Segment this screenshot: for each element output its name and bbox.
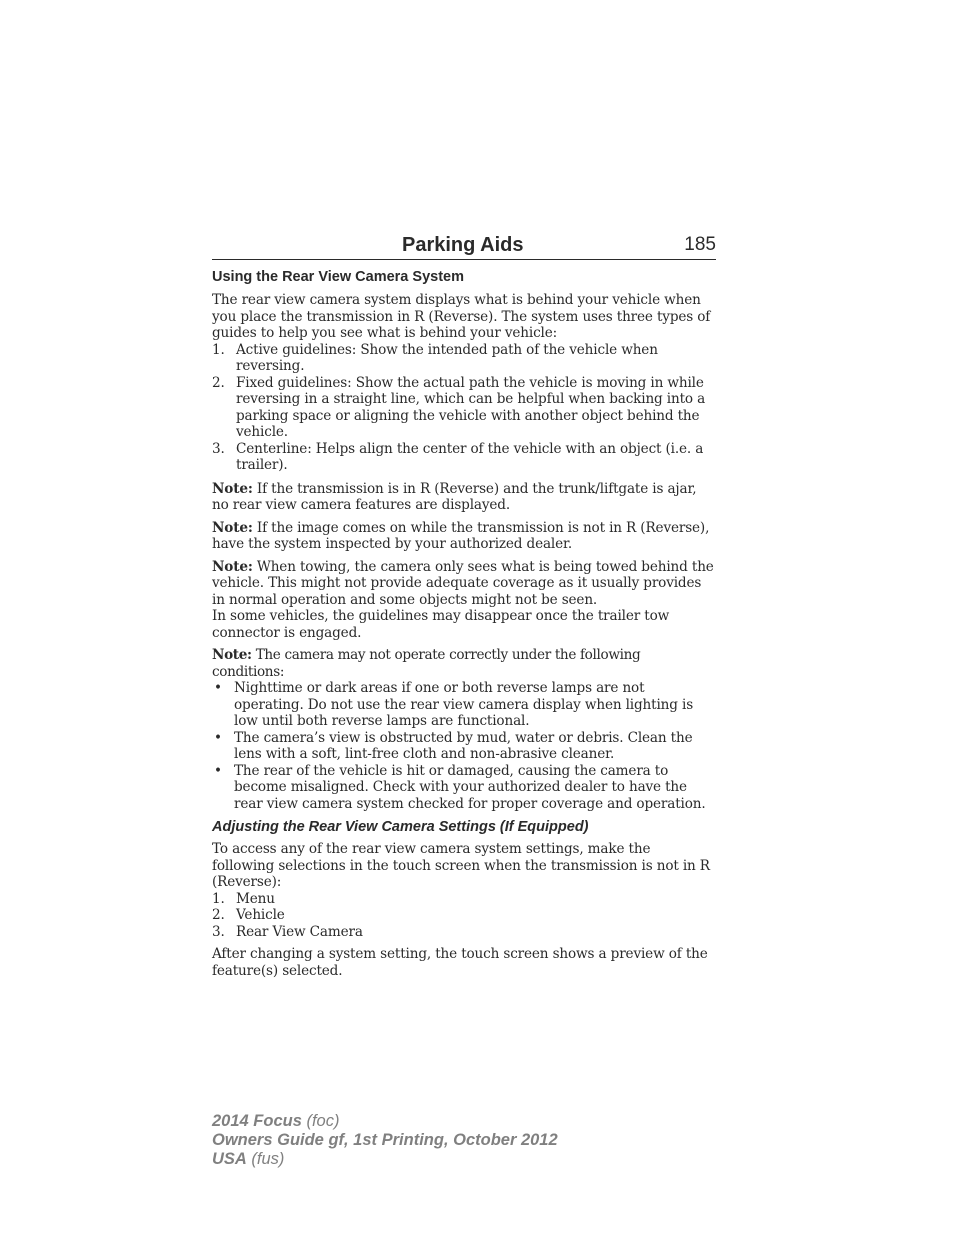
footer-line-guide: Owners Guide gf, 1st Printing, October 2012 bbox=[212, 1131, 558, 1149]
note-paragraph: Note: When towing, the camera only sees what is being towed behind the vehicle. This might not provide adequate coverage as it usually provides in normal operation and some objects might not be seen. bbox=[212, 558, 714, 608]
footer-line-model: 2014 Focus (foc) bbox=[212, 1112, 340, 1130]
guides-list bbox=[212, 342, 716, 474]
settings-intro-paragraph: To access any of the rear view camera system settings, make the following selections in the touch screen when the transmission is not in R (Reverse): bbox=[212, 841, 710, 890]
list-item: 3. Rear View Camera bbox=[212, 923, 363, 940]
settings-outro-paragraph: After changing a system setting, the touch screen shows a preview of the feature(s) selected. bbox=[212, 946, 708, 979]
section-heading-rear-view-camera: Using the Rear View Camera System bbox=[212, 269, 464, 285]
list-item: 1. Active guidelines: Show the intended path of the vehicle when reversing. bbox=[212, 341, 658, 374]
list-item: 1. Menu bbox=[212, 890, 275, 907]
conditions-list bbox=[212, 680, 716, 812]
list-item: 2. Vehicle bbox=[212, 907, 285, 923]
list-item: • Nighttime or dark areas if one or both reverse lamps are not operating. Do not use the rear view camera display when lighting is low until both reverse lamps are functional. bbox=[214, 680, 694, 729]
page-footer bbox=[212, 1112, 558, 1169]
note-paragraph: Note: If the transmission is in R (Reverse) and the trunk/liftgate is ajar, no rear view camera features are displayed. bbox=[212, 480, 697, 513]
section-heading-camera-settings: Adjusting the Rear View Camera Settings (If Equipped) bbox=[212, 819, 589, 835]
list-item: 2. Fixed guidelines: Show the actual path the vehicle is moving in while reversing in a straight line, which can be helpful when backing into a parking space or aligning the vehicle with another object behind the vehicle. bbox=[212, 374, 706, 440]
list-item: 3. Centerline: Helps align the center of the vehicle with an object (i.e. a trailer). bbox=[212, 440, 704, 473]
note-paragraph: Note: The camera may not operate correctly under the following conditions: bbox=[212, 647, 641, 680]
footer-line-region: USA (fus) bbox=[212, 1150, 285, 1168]
menu-steps-list bbox=[212, 891, 716, 941]
section-title: Parking Aids bbox=[402, 234, 524, 256]
page-number: 185 bbox=[684, 234, 716, 255]
list-item: • The camera’s view is obstructed by mud, water or debris. Clean the lens with a soft, lint-free cloth and non-abrasive cleaner. bbox=[214, 729, 693, 762]
note-paragraph: Note: If the image comes on while the transmission is not in R (Reverse), have the system inspected by your authorized dealer. bbox=[212, 519, 710, 552]
page-content bbox=[212, 228, 716, 979]
page-header bbox=[212, 228, 716, 260]
guidelines-paragraph: In some vehicles, the guidelines may disappear once the trailer tow connector is engaged. bbox=[212, 608, 670, 641]
intro-paragraph: The rear view camera system displays what is behind your vehicle when you place the transmission in R (Reverse). The system uses three types of guides to help you see what is behind your vehicle: bbox=[212, 292, 711, 341]
list-item: • The rear of the vehicle is hit or damaged, causing the camera to become misaligned. Check with your authorized dealer to have the rear view camera system checked for proper coverage and operation. bbox=[214, 762, 706, 812]
